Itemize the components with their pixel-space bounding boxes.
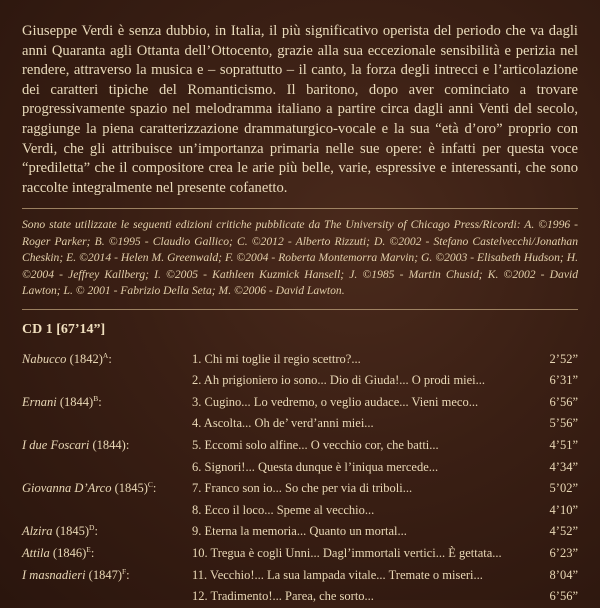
- track-duration: 5’02”: [549, 481, 578, 496]
- track-title: 7. Franco son io... So che per via di triboli...: [192, 481, 413, 496]
- opera-cell: [22, 456, 192, 478]
- track-title: 2. Ah prigioniero io sono... Dio di Giuda!... O prodi miei...: [192, 373, 486, 388]
- track-row: [22, 456, 578, 478]
- track-title: 11. Vecchio!... La sua lampada vitale... Tremate o miseri...: [192, 567, 483, 582]
- opera-name: Giovanna D’Arco: [22, 481, 112, 496]
- track-duration: 4’34”: [549, 459, 578, 474]
- track-duration: 5’56”: [549, 416, 578, 431]
- opera-year: (1842): [69, 351, 103, 366]
- opera-year: (1844): [59, 394, 94, 409]
- track-row: [22, 413, 578, 435]
- edition-letter: C: [147, 480, 153, 490]
- opera-year: (1844): [92, 438, 126, 453]
- opera-name: Alzira: [22, 524, 53, 539]
- track-duration: 4’51”: [549, 438, 578, 453]
- track-row: [22, 478, 578, 500]
- opera-cell: [22, 413, 192, 435]
- track-row: [22, 392, 578, 414]
- track-title: 8. Ecco il loco... Speme al vecchio...: [192, 502, 375, 517]
- opera-name: I masnadieri: [22, 567, 86, 582]
- opera-colon: :: [94, 524, 98, 539]
- track-duration: 8’04”: [549, 567, 578, 582]
- opera-cell: [22, 586, 192, 608]
- opera-cell: [22, 348, 192, 370]
- cd-title: CD 1 [67’14”]: [22, 322, 106, 338]
- track-duration: 2’52”: [549, 351, 578, 366]
- track-title: 5. Eccomi solo alfine... O vecchio cor, che batti...: [192, 438, 439, 453]
- track-title: 1. Chi mi toglie il regio scettro?...: [192, 351, 361, 366]
- track-title: 4. Ascolta... Oh de’ verd’anni miei...: [192, 416, 374, 431]
- track-row: [22, 500, 578, 522]
- opera-year: (1847): [88, 567, 122, 582]
- opera-name: Ernani: [22, 394, 57, 409]
- opera-colon: :: [152, 481, 157, 496]
- track-row: [22, 348, 578, 370]
- track-row: [22, 564, 578, 586]
- track-duration: 4’52”: [549, 524, 578, 539]
- track-duration: 6’31”: [549, 373, 578, 388]
- track-title: 6. Signori!... Questa dunque è l’iniqua mercede...: [192, 459, 439, 474]
- track-row: [22, 543, 578, 565]
- track-list: [22, 348, 578, 607]
- opera-cell: [22, 435, 192, 457]
- track-row: [22, 586, 578, 608]
- intro-paragraph: Giuseppe Verdi è senza dubbio, in Italia, il più significativo operista del periodo che va dagli anni Quaranta agli Ottanta dell’Ottocento, grazie alla sua eccezionale sensibilità e perizia nel rendere, attraverso la musica e – soprattutto – il canto, la forza degli intrecci e l’articolazione dei caratteri tipiche del Romanticismo. Il baritono, dopo aver cominciato a trovare progressivamente spazio nel melodramma italiano a partire circa dagli anni Venti del secolo, raggiunge la piena caratterizzazione drammaturgico-vocale e la sua “età d’oro” proprio con Verdi, che gli attribuisce un’importanza primaria nelle sue opere: è infatti per questa voce “prediletta” che il compositore crea le arie più belle, varie, espressive e interessanti, che sono raccolte integralmente nel presente cofanetto.: [22, 23, 578, 196]
- edition-letter: F: [122, 566, 127, 576]
- track-row: [22, 521, 578, 543]
- opera-cell: [22, 392, 192, 414]
- divider: [22, 309, 578, 310]
- track-title: 10. Tregua è cogli Unni... Dagl’immortali vertici... È gettata...: [192, 546, 502, 561]
- opera-cell: [22, 478, 192, 500]
- opera-year: (1845): [114, 481, 148, 496]
- opera-colon: :: [126, 567, 130, 582]
- opera-cell: [22, 543, 192, 565]
- track-duration: 4’10”: [549, 502, 578, 517]
- track-duration: 6’56”: [549, 394, 578, 409]
- opera-cell: [22, 564, 192, 586]
- opera-name: Attila: [22, 546, 50, 561]
- opera-colon: :: [90, 546, 95, 561]
- edition-letter: D: [89, 523, 95, 533]
- track-title: 9. Eterna la memoria... Quanto un mortal...: [192, 524, 407, 539]
- opera-cell: [22, 500, 192, 522]
- track-row: [22, 370, 578, 392]
- track-title: 12. Tradimento!... Parea, che sorto...: [192, 589, 374, 604]
- opera-cell: [22, 521, 192, 543]
- opera-year: (1846): [52, 546, 87, 561]
- track-duration: 6’56”: [549, 589, 578, 604]
- opera-name: I due Foscari: [22, 438, 90, 453]
- edition-letter: B: [93, 393, 99, 403]
- track-title: 3. Cugino... Lo vedremo, o veglio audace... Vieni meco...: [192, 394, 479, 409]
- opera-cell: [22, 370, 192, 392]
- critical-editions-note: Sono state utilizzate le seguenti edizioni critiche pubblicate da The University of Chicago Press/Ricordi: A. ©1996 - Roger Parker; B. ©1995 - Claudio Gallico; C. ©2012 - Alberto Rizzuti; D. ©2002 - Stefano Castelvecchi/Jonathan Cheskin; E. ©2014 - Helen M. Greenwald; F. ©2004 - Roberta Montemorra Marvin; G. ©2003 - Elisabeth Hudson; H. ©2004 - Jeffrey Kallberg; I. ©2005 - Kathleen Kuzmick Hansell; J. ©1985 - Martin Chusid; K. ©2002 - David Lawton; L. © 2001 - Fabrizio Della Seta; M. ©2006 - David Lawton.: [22, 218, 578, 297]
- booklet-page: [22, 22, 578, 608]
- opera-colon: :: [108, 351, 112, 366]
- opera-colon: :: [125, 438, 130, 453]
- edition-letter: A: [102, 350, 109, 360]
- divider: [22, 208, 578, 209]
- edition-letter: E: [86, 544, 91, 554]
- opera-name: Nabucco: [22, 351, 67, 366]
- track-row: [22, 435, 578, 457]
- track-duration: 6’23”: [549, 546, 578, 561]
- opera-colon: :: [98, 394, 102, 409]
- opera-year: (1845): [55, 524, 90, 539]
